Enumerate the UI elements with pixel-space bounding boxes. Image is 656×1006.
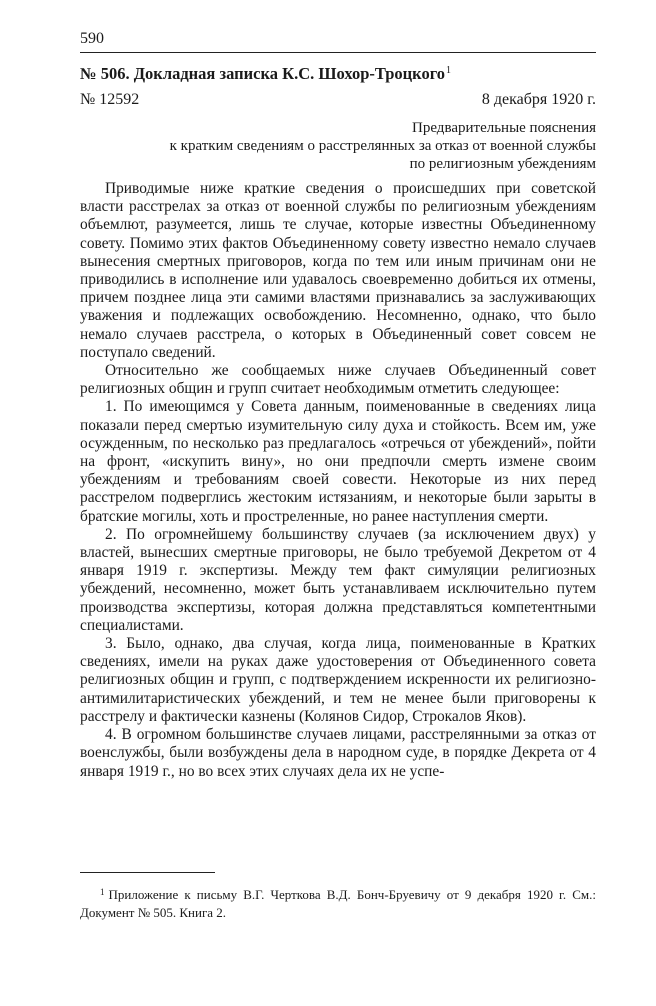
document-meta — [80, 91, 596, 109]
footnote-rule — [80, 872, 215, 873]
preface-line: к кратким сведениям о расстрелянных за отказ от военной службы — [169, 138, 596, 154]
preface-line: Предварительные пояснения — [412, 120, 596, 136]
preface-line: по религиозным убеждениям — [409, 156, 596, 172]
document-title-text: № 506. Докладная записка К.С. Шохор-Троцкого — [80, 64, 446, 83]
paragraph: 3. Было, однако, два случая, когда лица, поименованные в Кратких сведениях, имели на руках даже удостоверения от Объединенного совета религиозных общин и групп, с подтверждением искренности их религиозно-антимилитаристических убеждений, и тем не менее были приговорены к расстрелу и фактически казнены (Колянов Сидор, Строкалов Яков). — [80, 635, 596, 725]
title-footnote-mark: 1 — [446, 65, 452, 76]
footnote-mark: 1 — [100, 887, 105, 897]
document-title — [80, 64, 596, 84]
document-date: 8 декабря 1920 г. — [481, 91, 596, 108]
paragraph: 1. По имеющимся у Совета данным, поименованные в сведениях лица показали перед смертью изумительную силу духа и стойкость. Всем им, уже осужденным, по несколько раз предлагалось «отречься от убеждений», пойти на фронт, «искупить вину», но они предпочли смерть измене своим убеждениям и требованиям своей совести. Некоторые из них перед расстрелом подверглись жестоким истязаниям, и некоторые были зарыты в братские могилы, хоть и простреленные, но ранее наступления смерти. — [80, 398, 596, 525]
footnote-paragraph — [80, 883, 596, 922]
footnote — [80, 883, 596, 922]
preface-heading — [80, 119, 596, 173]
paragraph: Приводимые ниже краткие сведения о происшедших при советской власти расстрелах за отказ от военной службы по религиозным убеждениям объемлют, разумеется, лишь те случае, которые известны Объединенному совету. Помимо этих фактов Объединенному совету известно немало случаев вынесения смертных приговоров, когда по тем или иным причинам они не приводились в исполнение или удавалось своевременно добиться их отмены, причем позднее лица эти самими властями признавались за заслуживающих уважения и подлежащих освобождению. Несомненно, однако, что было немало случаев расстрела, о которых в Объединенный совет совсем не поступало сведений. — [80, 180, 596, 361]
paragraph: 2. По огромнейшему большинству случаев (за исключением двух) у властей, вынесших смертные приговоры, не было требуемой Декретом от 4 января 1919 г. экспертизы. Между тем факт симуляции религиозных убеждений, несомненно, может быть устанавливаем исключительно путем производства экспертизы, которая должна представляться компетентными специалистами. — [80, 525, 596, 634]
document-body — [80, 180, 596, 781]
footnote-text: Приложение к письму В.Г. Черткова В.Д. Бонч-Бруевичу от 9 декабря 1920 г. См.: Документ № 505. Книга 2. — [80, 887, 596, 920]
header-rule — [80, 52, 596, 53]
page-number: 590 — [80, 30, 104, 47]
paragraph: Относительно же сообщаемых ниже случаев Объединенный совет религиозных общин и групп считает необходимым отметить следующее: — [80, 362, 596, 398]
document-number: № 12592 — [80, 91, 140, 108]
paragraph: 4. В огромном большинстве случаев лицами, расстрелянными за отказ от военслужбы, были возбуждены дела в народном суде, в порядке Декрета от 4 января 1919 г., но во всех этих случаях дела их не успе- — [80, 726, 596, 780]
